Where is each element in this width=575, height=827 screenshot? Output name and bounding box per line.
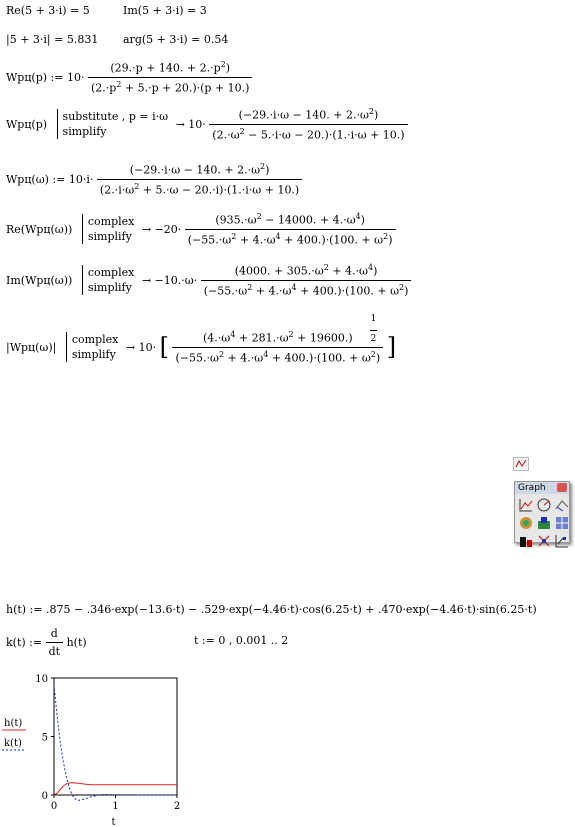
3d-scatter-icon[interactable]	[518, 533, 534, 549]
im-expression[interactable]: Im(5 + 3·i) = 3	[123, 4, 207, 17]
re-w-block[interactable]	[6, 212, 396, 246]
abs-w-lhs: |Wpц(ω)|	[6, 340, 57, 354]
plot-frame	[54, 678, 177, 795]
contour-plot-icon[interactable]	[518, 515, 534, 531]
x-tick-label: 2	[173, 801, 181, 812]
re-expression[interactable]: Re(5 + 3·i) = 5	[6, 4, 90, 17]
derivative-operator: $\frac{d}{dt}$	[46, 627, 63, 658]
re-w-arrow: → −20·	[141, 222, 182, 236]
symbolic-keywords: complex simplify	[82, 214, 135, 244]
y-tick-label: 0	[41, 791, 48, 802]
im-w-block[interactable]	[6, 263, 411, 297]
graph-toolbar-toggle-icon[interactable]	[513, 457, 529, 471]
close-icon[interactable]	[557, 483, 567, 492]
zoom-icon[interactable]	[536, 533, 552, 549]
symbolic-keywords: complex simplify	[82, 265, 135, 295]
wp-sub-arrow: → 10·	[175, 117, 206, 131]
graph-toolbar-title: Graph	[515, 482, 569, 494]
t-range-definition[interactable]: t := 0 , 0.001 .. 2	[194, 634, 289, 647]
legend-label-ht: h(t)	[4, 718, 23, 729]
3d-bar-icon[interactable]	[536, 515, 552, 531]
x-tick-label: 0	[50, 801, 58, 812]
wp-def-denominator: (2.·p	[90, 81, 117, 95]
symbolic-keywords: substitute , p = i·ω simplify	[57, 109, 169, 139]
wp-substitute-block[interactable]	[6, 107, 408, 141]
y-tick-label: 10	[35, 674, 48, 685]
series-line-ht	[54, 783, 177, 795]
abs-w-exponent: 1 2	[370, 314, 377, 344]
re-w-lhs: Re(Wpц(ω))	[6, 222, 73, 236]
ww-def-fraction: $\frac{(-29.\cdot i\cdot\omega - 140. + 2.\cdot\omega^2)}{(2.\cdot i\cdot\omega^2 + 5.\cdot\omega - 20.\cdot i)\cdot(1.\cdot i\cdot\omega + 10.)}$	[97, 162, 302, 196]
im-w-arrow: → −10.·ω·	[141, 273, 198, 287]
surface-plot-icon[interactable]	[554, 497, 570, 513]
h-k-plot[interactable]	[0, 665, 200, 827]
wp-def-fraction: $\frac{(29.\cdot p + 140. + 2.\cdot p^2)}{(2.\cdot p^2 + 5.\cdot p + 20.)\cdot(p + 10.)}$	[88, 60, 253, 94]
ww-def-lhs: Wpц(ω) := 10·i·	[6, 172, 94, 186]
polar-plot-icon[interactable]	[536, 497, 552, 513]
xy-plot-icon[interactable]	[518, 497, 534, 513]
graph-toolbar[interactable]	[514, 481, 570, 543]
re-w-fraction: $\frac{(935.\cdot\omega^2 - 14000. + 4.\cdot\omega^4)}{(-55.\cdot\omega^2 + 4.\cdot\omega^4 + 400.)\cdot(100. + \omega^2)}$	[185, 212, 396, 246]
arg-expression[interactable]: arg(5 + 3·i) = 0.54	[123, 33, 229, 46]
x-tick-label: 1	[112, 801, 119, 812]
im-w-lhs: Im(Wpц(ω))	[6, 273, 73, 287]
wp-sub-fraction: $\frac{(-29.\cdot i\cdot\omega - 140. + 2.\cdot\omega^2)}{(2.\cdot\omega^2 - 5.\cdot i\cdot\omega - 20.)\cdot(1.\cdot i\cdot\omega + 10.)}$	[209, 107, 407, 141]
legend-label-kt: k(t)	[4, 738, 22, 749]
wp-def-numerator: (29.·p + 140. + 2.·p	[110, 61, 221, 75]
wp-sub-lhs: Wpц(p)	[6, 117, 48, 131]
abs-expression[interactable]: |5 + 3·i| = 5.831	[6, 33, 99, 46]
x-axis-label: t	[111, 817, 116, 827]
y-tick-label: 5	[41, 732, 48, 744]
vector-field-icon[interactable]	[554, 515, 570, 531]
trace-icon[interactable]	[554, 533, 570, 549]
abs-w-arrow: → 10·	[125, 340, 157, 354]
wp-definition[interactable]	[6, 60, 252, 94]
symbolic-keywords: complex simplify	[66, 332, 119, 362]
wp-def-lhs: Wpц(p) := 10·	[6, 70, 85, 84]
h-definition[interactable]: h(t) := .875 − .346·exp(−13.6·t) − .529·exp(−4.46·t)·cos(6.25·t) + .470·exp(−4.46·t)·sin(6.25·t)	[6, 603, 537, 616]
im-w-fraction: $\frac{(4000. + 305.\cdot\omega^2 + 4.\cdot\omega^4)}{(-55.\cdot\omega^2 + 4.\cdot\omega^4 + 400.)\cdot(100. + \omega^2)}$	[201, 263, 412, 297]
abs-w-block[interactable]: |Wpц(ω)| complex simplify → 10· [ $\frac{(4.\cdot\omega^4 + 281.\cdot\omega^2 + 19600.)}{(-55.\cdot\omega^2 + 4.\cdot\omega^4 + 400.)\cdot(100. + \omega^2)}$ ]	[6, 330, 397, 365]
k-definition[interactable]: k(t) := $\frac{d}{dt}$ h(t)	[6, 627, 87, 658]
abs-w-fraction: $\frac{(4.\cdot\omega^4 + 281.\cdot\omega^2 + 19600.)}{(-55.\cdot\omega^2 + 4.\cdot\omega^4 + 400.)\cdot(100. + \omega^2)}$	[172, 330, 383, 364]
ww-definition[interactable]	[6, 162, 302, 196]
